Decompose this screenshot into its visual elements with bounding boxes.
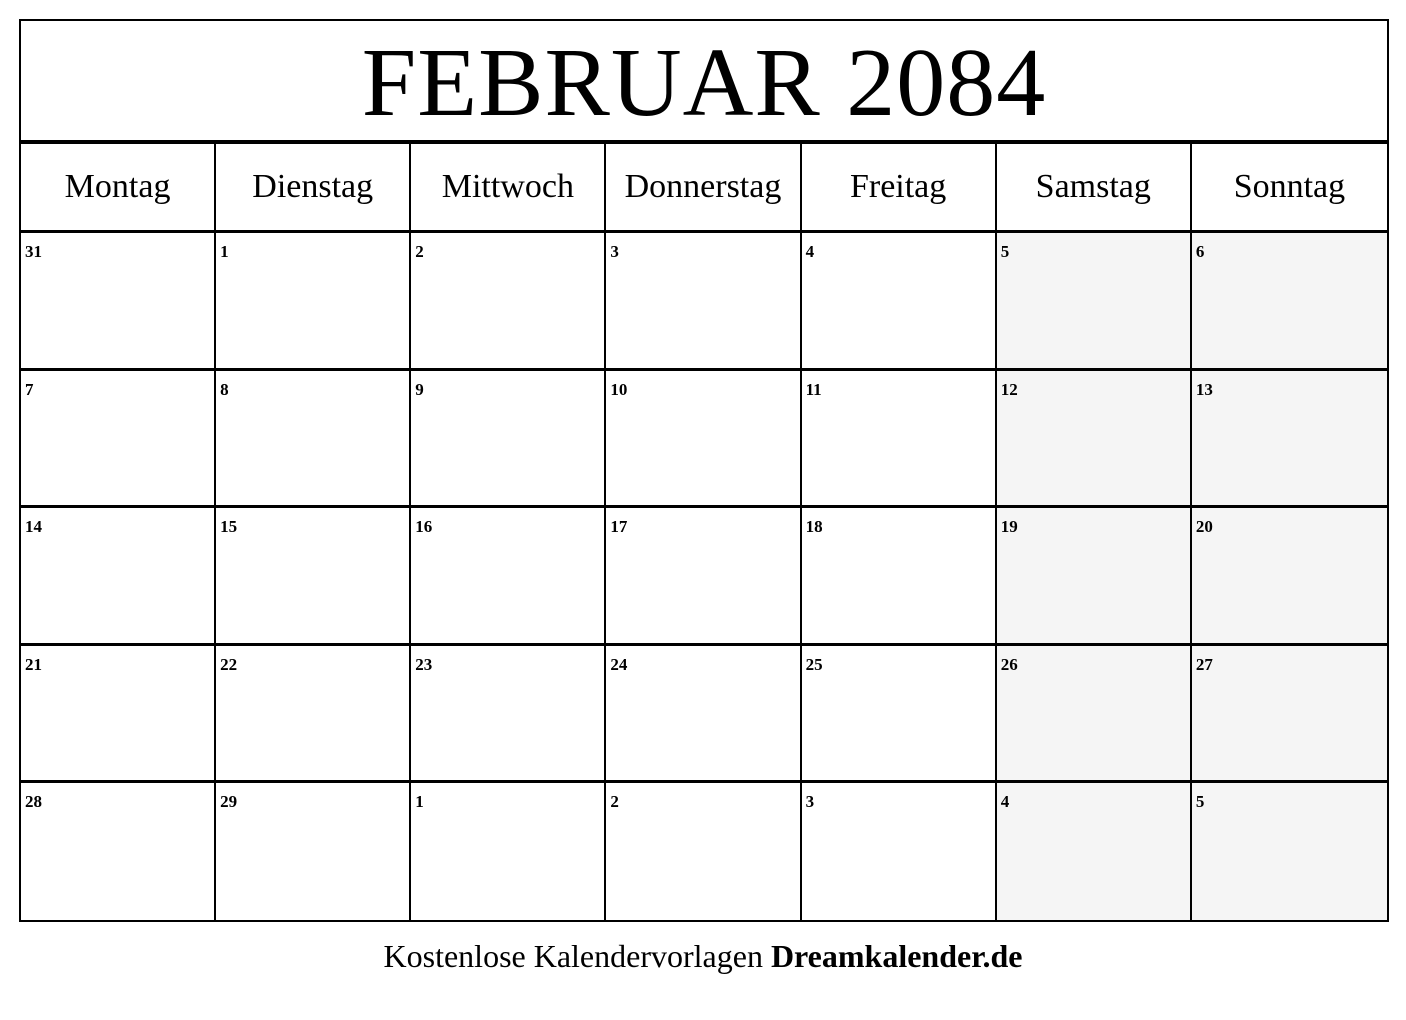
day-number: 3 bbox=[805, 792, 815, 812]
weekday-friday: Freitag bbox=[802, 142, 997, 232]
day-cell bbox=[216, 370, 411, 508]
day-number: 3 bbox=[610, 242, 619, 261]
page-title: FEBRUAR 2084 bbox=[361, 28, 1047, 137]
day-number: 27 bbox=[1195, 654, 1213, 674]
day-number: 31 bbox=[25, 242, 42, 261]
day-number: 1 bbox=[415, 792, 424, 812]
day-cell-weekend bbox=[1192, 782, 1387, 920]
day-number: 13 bbox=[1195, 379, 1213, 399]
day-number: 1 bbox=[220, 242, 229, 261]
day-number: 5 bbox=[1000, 242, 1010, 261]
day-cell bbox=[411, 507, 606, 645]
day-number: 16 bbox=[415, 517, 433, 537]
day-number: 11 bbox=[805, 379, 822, 399]
day-cell bbox=[606, 232, 801, 370]
day-cell bbox=[216, 782, 411, 920]
day-cell-weekend bbox=[1192, 507, 1387, 645]
weekday-monday: Montag bbox=[21, 142, 216, 232]
weekday-saturday: Samstag bbox=[997, 142, 1192, 232]
day-cell bbox=[606, 645, 801, 783]
day-number: 23 bbox=[415, 654, 433, 674]
day-number: 7 bbox=[25, 379, 34, 399]
day-cell-weekend bbox=[997, 507, 1192, 645]
day-number: 24 bbox=[610, 654, 628, 674]
day-number: 15 bbox=[220, 517, 238, 537]
day-cell bbox=[411, 645, 606, 783]
weekday-thursday: Donnerstag bbox=[606, 142, 801, 232]
day-cell-weekend bbox=[1192, 232, 1387, 370]
day-cell bbox=[216, 232, 411, 370]
day-cell bbox=[216, 645, 411, 783]
day-number: 4 bbox=[805, 242, 815, 261]
weekday-wednesday: Mittwoch bbox=[411, 142, 606, 232]
day-cell bbox=[802, 782, 997, 920]
day-number: 29 bbox=[220, 792, 238, 812]
footer-brand-link[interactable]: Dreamkalender.de bbox=[770, 938, 1023, 974]
day-number: 22 bbox=[220, 654, 238, 674]
day-cell bbox=[606, 370, 801, 508]
day-number: 19 bbox=[1000, 517, 1018, 537]
day-number: 17 bbox=[610, 517, 628, 537]
day-number: 25 bbox=[805, 654, 823, 674]
day-cell-weekend bbox=[997, 782, 1192, 920]
weekday-sunday: Sonntag bbox=[1192, 142, 1387, 232]
day-cell bbox=[802, 507, 997, 645]
day-number: 26 bbox=[1000, 654, 1018, 674]
day-cell bbox=[21, 782, 216, 920]
day-cell bbox=[802, 370, 997, 508]
calendar-grid bbox=[21, 142, 1387, 920]
footer-text: Kostenlose Kalendervorlagen bbox=[383, 938, 763, 974]
day-cell-weekend bbox=[1192, 645, 1387, 783]
day-number: 10 bbox=[610, 379, 628, 399]
day-cell bbox=[802, 232, 997, 370]
day-number: 14 bbox=[25, 517, 42, 537]
day-number: 5 bbox=[1195, 792, 1205, 812]
day-cell bbox=[21, 645, 216, 783]
day-cell bbox=[411, 782, 606, 920]
day-number: 2 bbox=[415, 242, 424, 261]
day-cell bbox=[802, 645, 997, 783]
day-number: 2 bbox=[610, 792, 619, 812]
day-cell bbox=[411, 232, 606, 370]
day-cell bbox=[21, 507, 216, 645]
footer bbox=[0, 938, 1406, 975]
day-cell bbox=[21, 370, 216, 508]
day-number: 12 bbox=[1000, 379, 1018, 399]
day-number: 20 bbox=[1195, 517, 1213, 537]
day-number: 18 bbox=[805, 517, 823, 537]
day-cell-weekend bbox=[997, 370, 1192, 508]
day-number: 8 bbox=[220, 379, 229, 399]
day-cell-weekend bbox=[997, 645, 1192, 783]
title-bar bbox=[21, 21, 1387, 142]
day-cell-weekend bbox=[997, 232, 1192, 370]
calendar bbox=[19, 19, 1389, 922]
day-number: 4 bbox=[1000, 792, 1010, 812]
day-cell bbox=[606, 782, 801, 920]
day-number: 9 bbox=[415, 379, 424, 399]
day-cell bbox=[216, 507, 411, 645]
day-cell-weekend bbox=[1192, 370, 1387, 508]
weekday-tuesday: Dienstag bbox=[216, 142, 411, 232]
day-cell bbox=[411, 370, 606, 508]
day-number: 28 bbox=[25, 792, 42, 812]
day-number: 21 bbox=[25, 654, 42, 674]
day-number: 6 bbox=[1195, 242, 1205, 261]
day-cell bbox=[21, 232, 216, 370]
day-cell bbox=[606, 507, 801, 645]
